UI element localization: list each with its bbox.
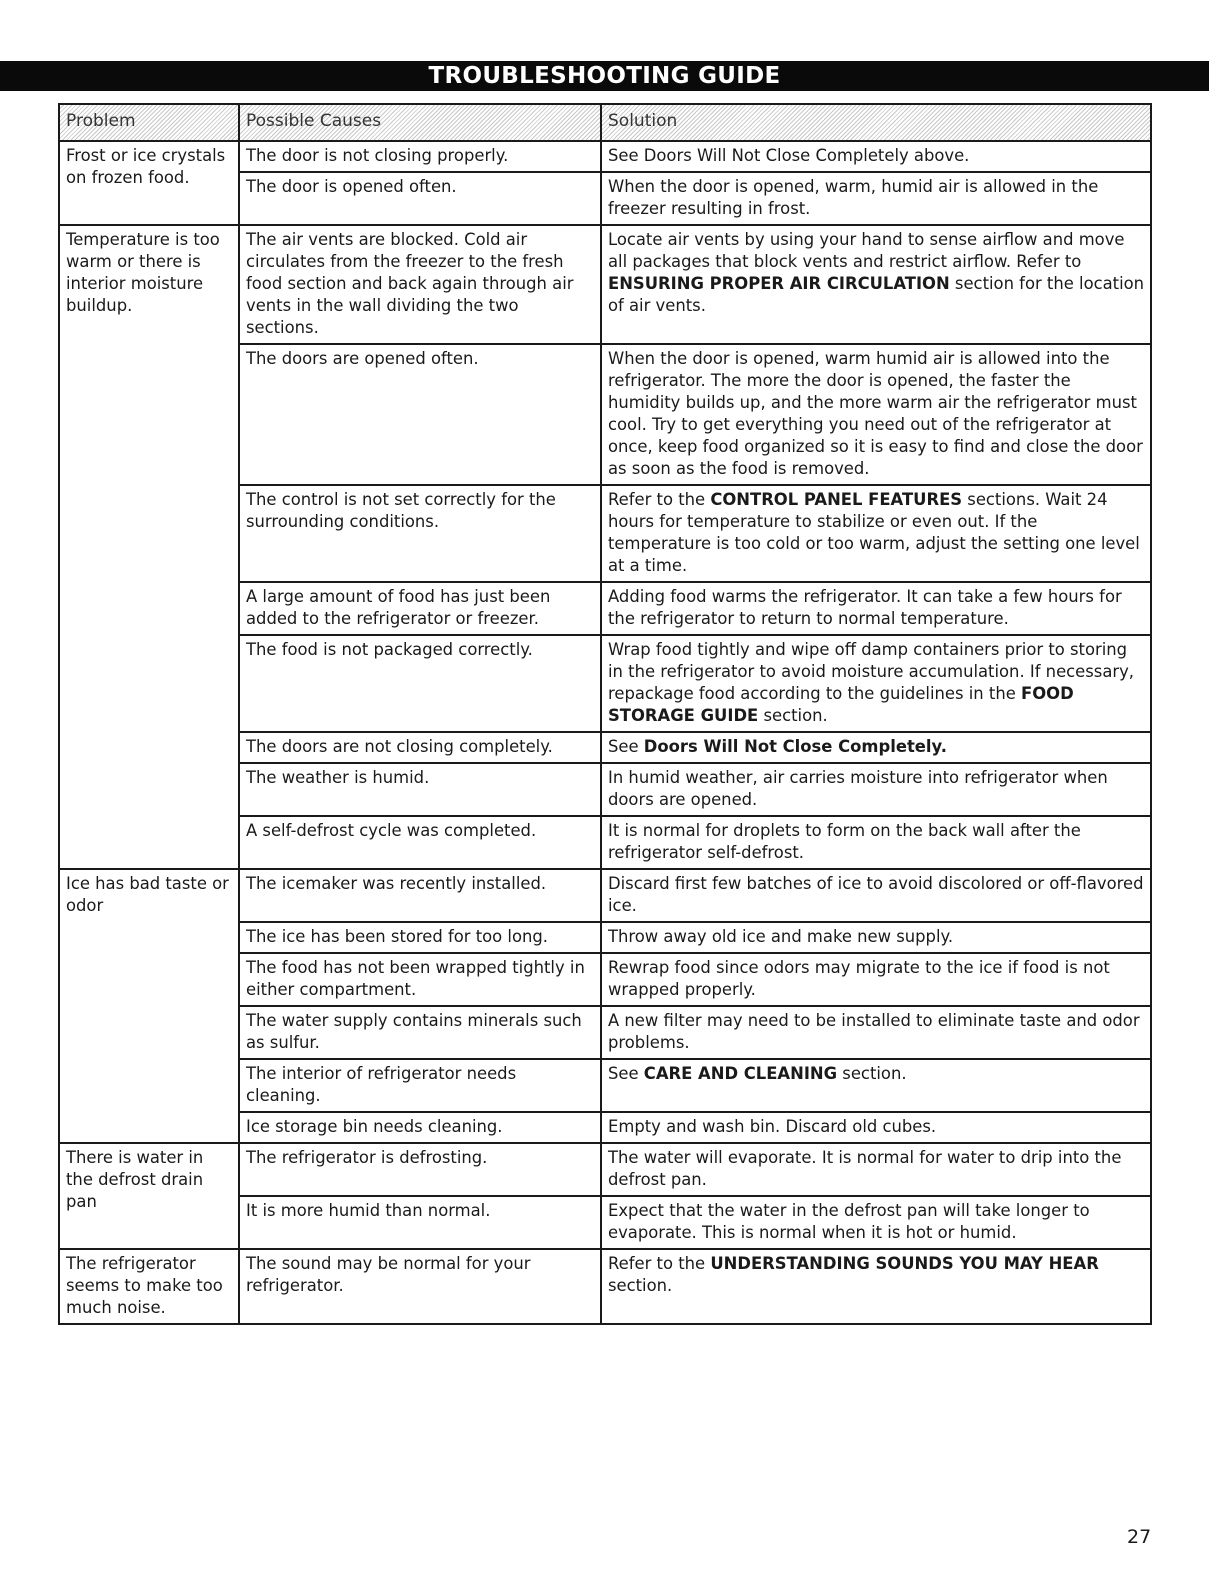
solution-cell: [601, 635, 1151, 732]
cause-cell: The water supply contains minerals such as sulfur.: [239, 1006, 601, 1059]
solution-text: Refer to the: [608, 490, 711, 509]
troubleshooting-table: [58, 103, 1152, 1325]
problem-cell: There is water in the defrost drain pan: [59, 1143, 239, 1249]
solution-cell: [601, 1249, 1151, 1324]
header-row: [59, 104, 1151, 141]
solution-cell: When the door is opened, warm, humid air is allowed in the freezer resulting in frost.: [601, 172, 1151, 225]
solution-text: Refer to the: [608, 1254, 711, 1273]
header-problem: Problem: [59, 104, 239, 141]
solution-text: Wrap food tightly and wipe off damp containers prior to storing in the refrigerator to avoid moisture accumulation. If necessary, repackage food according to the guidelines in the: [608, 640, 1135, 703]
cause-cell: The weather is humid.: [239, 763, 601, 816]
cause-cell: The ice has been stored for too long.: [239, 922, 601, 953]
cause-cell: The icemaker was recently installed.: [239, 869, 601, 922]
solution-cell: See Doors Will Not Close Completely above.: [601, 141, 1151, 172]
problem-cell: The refrigerator seems to make too much noise.: [59, 1249, 239, 1324]
cause-cell: The air vents are blocked. Cold air circulates from the freezer to the fresh food section and back again through air vents in the wall dividing the two sections.: [239, 225, 601, 344]
table-row: [59, 1143, 1151, 1196]
solution-text: See: [608, 1064, 644, 1083]
cause-cell: The interior of refrigerator needs cleaning.: [239, 1059, 601, 1112]
solution-text: sections. Wait 24 hours for temperature to stabilize or even out. If the temperature is too cold or too warm, adjust the setting one level at a time.: [608, 490, 1140, 575]
cause-cell: The door is not closing properly.: [239, 141, 601, 172]
cause-cell: The food has not been wrapped tightly in either compartment.: [239, 953, 601, 1006]
solution-text: section.: [608, 1276, 673, 1295]
solution-text: section for the location of air vents.: [608, 274, 1145, 315]
solution-cell: Rewrap food since odors may migrate to the ice if food is not wrapped properly.: [601, 953, 1151, 1006]
page-title: TROUBLESHOOTING GUIDE: [428, 63, 781, 89]
solution-cell: In humid weather, air carries moisture into refrigerator when doors are opened.: [601, 763, 1151, 816]
cause-cell: The control is not set correctly for the surrounding conditions.: [239, 485, 601, 582]
table-row: [59, 141, 1151, 172]
solution-text: See: [608, 737, 644, 756]
cause-cell: Ice storage bin needs cleaning.: [239, 1112, 601, 1143]
problem-cell: Ice has bad taste or odor: [59, 869, 239, 1143]
cause-cell: The doors are not closing completely.: [239, 732, 601, 763]
problem-cell: Temperature is too warm or there is interior moisture buildup.: [59, 225, 239, 869]
solution-cell: Discard first few batches of ice to avoid discolored or off-flavored ice.: [601, 869, 1151, 922]
solution-cell: When the door is opened, warm humid air is allowed into the refrigerator. The more the door is opened, the faster the humidity builds up, and the more warm air the refrigerator must cool. Try to get everything you need out of the refrigerator at once, keep food organized so it is easy to find and close the door as soon as the food is removed.: [601, 344, 1151, 485]
cause-cell: The food is not packaged correctly.: [239, 635, 601, 732]
cause-cell: A self-defrost cycle was completed.: [239, 816, 601, 869]
section-banner: [0, 61, 1209, 91]
problem-cell: Frost or ice crystals on frozen food.: [59, 141, 239, 225]
section-reference: CONTROL PANEL FEATURES: [710, 490, 963, 509]
solution-text: Locate air vents by using your hand to sense airflow and move all packages that block vents and restrict airflow. Refer to: [608, 230, 1125, 271]
solution-cell: A new filter may need to be installed to eliminate taste and odor problems.: [601, 1006, 1151, 1059]
section-reference: FOOD STORAGE GUIDE: [608, 684, 1074, 725]
solution-cell: [601, 225, 1151, 344]
solution-text: section.: [758, 706, 828, 725]
table-row: [59, 869, 1151, 922]
solution-cell: Expect that the water in the defrost pan will take longer to evaporate. This is normal when it is hot or humid.: [601, 1196, 1151, 1249]
section-reference: Doors Will Not Close Completely.: [643, 737, 947, 756]
cause-cell: The door is opened often.: [239, 172, 601, 225]
solution-text: section.: [837, 1064, 907, 1083]
cause-cell: A large amount of food has just been added to the refrigerator or freezer.: [239, 582, 601, 635]
header-causes: Possible Causes: [239, 104, 601, 141]
solution-cell: It is normal for droplets to form on the back wall after the refrigerator self-defrost.: [601, 816, 1151, 869]
table-row: [59, 1249, 1151, 1324]
cause-cell: The refrigerator is defrosting.: [239, 1143, 601, 1196]
cause-cell: The doors are opened often.: [239, 344, 601, 485]
solution-cell: The water will evaporate. It is normal for water to drip into the defrost pan.: [601, 1143, 1151, 1196]
section-reference: UNDERSTANDING SOUNDS YOU MAY HEAR: [710, 1254, 1099, 1273]
table-row: [59, 225, 1151, 344]
cause-cell: It is more humid than normal.: [239, 1196, 601, 1249]
solution-cell: Empty and wash bin. Discard old cubes.: [601, 1112, 1151, 1143]
section-reference: ENSURING PROPER AIR CIRCULATION: [608, 274, 950, 293]
section-reference: CARE AND CLEANING: [643, 1064, 838, 1083]
solution-cell: Throw away old ice and make new supply.: [601, 922, 1151, 953]
solution-cell: [601, 732, 1151, 763]
solution-cell: Adding food warms the refrigerator. It can take a few hours for the refrigerator to return to normal temperature.: [601, 582, 1151, 635]
page-number: 27: [1127, 1526, 1152, 1548]
solution-cell: [601, 485, 1151, 582]
header-solution: Solution: [601, 104, 1151, 141]
solution-cell: [601, 1059, 1151, 1112]
cause-cell: The sound may be normal for your refrigerator.: [239, 1249, 601, 1324]
